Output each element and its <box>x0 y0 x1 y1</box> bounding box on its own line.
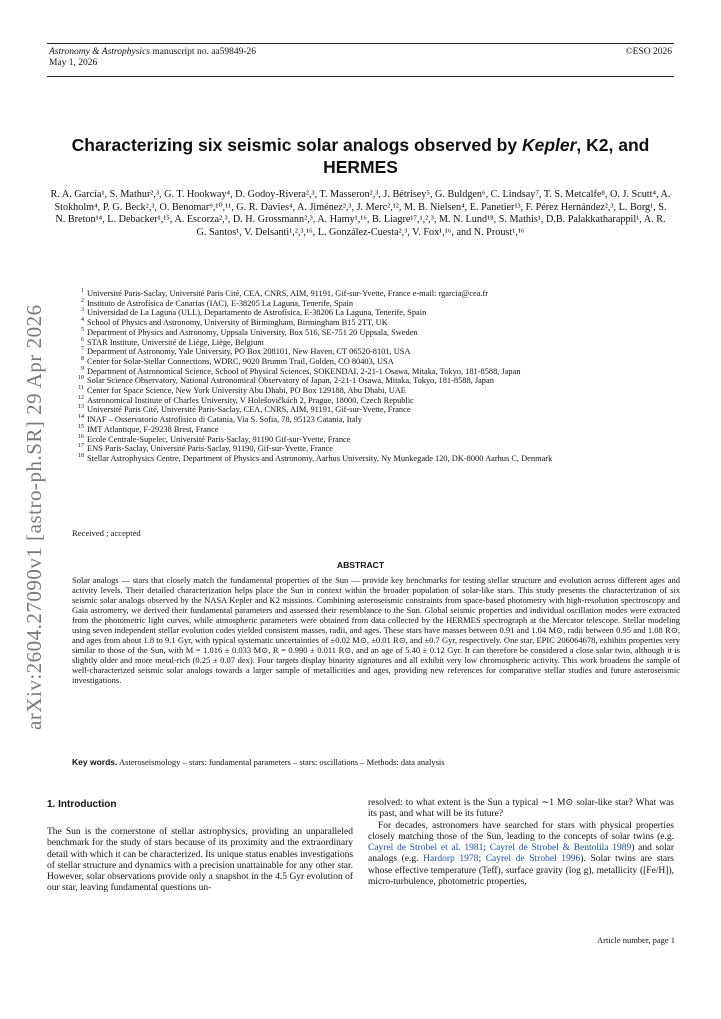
intro-paragraph-continued: resolved: to what extent is the Sun a typical ∼1 M⊙ solar-like star? What was its past, and what will be its future? <box>368 798 674 820</box>
keywords-label: Key words. <box>72 757 118 767</box>
affiliation-number: 12 <box>78 394 84 401</box>
abstract-text: Solar analogs — stars that closely match the fundamental properties of the Sun — provide key benchmarks for testing stellar structure and evolution across different ages and activity levels. Their detailed characterization helps place the Sun in context within the broader population of solar-like stars. This study presents the characterization of six seismic solar analogs observed by the NASA Kepler and K2 missions. Combining asteroseismic constraints from space-based photometry with high-resolution spectroscopy and Gaia astrometry, we derived their fundamental parameters and assessed their resemblance to the Sun. Global seismic properties and individual oscillation modes were extracted from the photometric light curves, while atmospheric parameters were obtained from data collected by the HERMES spectrograph at the Mercator telescope. Stellar modeling using seven independent stellar evolution codes yielded consistent masses, radii, and ages. These stars have masses between 0.91 and 1.04 M⊙, radii between 0.95 and 1.08 R⊙, and ages from about 1.8 to 9.1 Gyr, with typical systematic uncertainties of ±0.02 M⊙, ±0.01 R⊙, and ±0.7 Gyr, respectively. One star, EPIC 206064678, exhibits properties very similar to those of the Sun, with M = 1.016 ± 0.033 M⊙, R = 0.990 ± 0.011 R⊙, and an age of 5.40 ± 0.12 Gyr. It can therefore be considered a close solar twin, although it is slightly older and more metal-rich (0.25 ± 0.07 dex). Four targets display binarity signatures and all exhibit very low chromospheric activity. This work broadens the sample of well-characterized seismic solar analogs towards a larger sample of metallicities and ages, providing new references for comparative stellar studies and future asteroseismic investigations. <box>72 575 680 685</box>
affiliation-text: Instituto de Astrofísica de Canarias (IAC), E-38205 La Laguna, Tenerife, Spain <box>87 298 354 308</box>
affiliation-number: 11 <box>78 385 84 392</box>
intro-paragraph-2: For decades, astronomers have searched for stars with physical properties closely matching those of the Sun, leading to the concepts of solar twins (e.g. Cayrel de Strobel et al. 1981; Cayrel de Strobel & Bentolila 1989) and solar analogs (e.g. Hardorp 1978; Cayrel de Strobel 1996). Solar twins are stars whose effective temperature (Teff), surface gravity (log g), metallicity ([Fe/H]), micro-turbulence, photometric properties, <box>368 820 674 888</box>
affiliation-text: Department of Astronomy, Yale University, PO Box 208101, New Haven, CT 06520-8101, USA <box>87 347 411 357</box>
intro-p2-part-b: ) and solar analogs (e.g. <box>368 843 674 865</box>
citation-link[interactable]: Cayrel de Strobel 1996 <box>485 854 581 865</box>
affiliation-item <box>72 405 682 415</box>
affiliation-text: Université Paris-Saclay, Université Paris Cité, CEA, CNRS, AIM, 91191, Gif-sur-Yvette, France e-mail: rgarcia@cea.fr <box>87 289 489 298</box>
affiliation-item <box>72 367 682 377</box>
title-pre: Characterizing six seismic solar analogs observed by <box>71 135 522 155</box>
affiliation-text: ENS Paris-Saclay, Université Paris-Saclay, 91190, Gif-sur-Yvette, France <box>87 444 333 454</box>
affiliation-item <box>72 435 682 445</box>
affiliation-number: 18 <box>78 452 84 459</box>
affiliation-list <box>72 289 682 464</box>
affiliation-item <box>72 347 682 357</box>
affiliation-text: Department of Physics and Astronomy, Uppsala University, Box 516, SE-751 20 Uppsala, Sweden <box>87 327 418 337</box>
affiliation-item <box>72 308 682 318</box>
affiliation-number: 1 <box>81 288 84 294</box>
running-header <box>47 43 674 77</box>
received-line: Received ; accepted <box>72 528 141 538</box>
affiliation-text: STAR Institute, Université de Liège, Liège, Belgium <box>87 337 264 347</box>
affiliation-item <box>72 415 682 425</box>
author-list: R. A. García¹, S. Mathur²,³, G. T. Hookway⁴, D. Godoy-Rivera²,³, T. Masseron²,³, J. Bétrisey⁵, G. Buldgen⁶, C. Lindsay⁷, T. S. Metcalfe⁸, O. J. Scutt⁴, A. Stokholm⁴, P. G. Beck²,³, O. Benomar⁹,¹⁰,¹¹, G. R. Davies⁴, A. Jiménez²,³, J. Merc²,¹², M. B. Nielsen⁴, E. Panetier¹³, F. Pérez Hernández²,³, L. Borg¹, S. N. Breton¹⁴, L. Debacker¹,¹⁵, A. Escorza²,³, D. H. Grossmann²,³, A. Hamy¹,¹⁶, B. Liagre¹⁷,¹,²,³, M. N. Lund¹⁸, S. Mathis¹, D.B. Palakkatharappil¹, A. R. G. Santos¹, V. Delsanti¹,²,³,¹⁶, L. González-Cuesta²,³, V. Fox¹,¹⁶, and N. Proust¹,¹⁶ <box>50 189 671 238</box>
affiliation-text: School of Physics and Astronomy, University of Birmingham, Birmingham B15 2TT, UK <box>87 318 388 328</box>
citation-link[interactable]: Cayrel de Strobel & Bentolila 1989 <box>489 843 632 854</box>
title-italic: Kepler <box>521 135 577 155</box>
affiliation-number: 2 <box>81 297 84 304</box>
manuscript-number: manuscript no. aa59849-26 <box>152 47 257 57</box>
affiliation-text: Solar Science Observatory, National Astronomical Observatory of Japan, 2-21-1 Osawa, Mitaka, Tokyo, 181-8588, Japan <box>87 376 494 386</box>
keywords-text: Asteroseismology – stars: fundamental parameters – stars: oscillations – Methods: data analysis <box>119 757 445 767</box>
affiliation-number: 7 <box>81 346 84 353</box>
title-post: , K2, and HERMES <box>323 135 650 177</box>
affiliation-item <box>72 318 682 328</box>
affiliation-item <box>72 386 682 396</box>
journal-name: Astronomy & Astrophysics <box>49 47 150 57</box>
abstract-heading: ABSTRACT <box>336 560 385 570</box>
affiliation-text: Astronomical Institute of Charles University, V Holešovičkách 2, Prague, 18000, Czech Republic <box>87 395 414 405</box>
intro-left-column <box>47 827 353 895</box>
page-footer: Article number, page 1 <box>596 935 675 945</box>
copyright: ©ESO 2026 <box>625 47 672 57</box>
affiliation-text: Universidad de La Laguna (ULL), Departamento de Astrofísica, E-38206 La Laguna, Tenerife, Spain <box>87 308 427 318</box>
affiliation-text: Department of Astronomical Science, School of Physical Sciences, SOKENDAI, 2-21-1 Osawa, Mitaka, Tokyo, 181-8588, Japan <box>87 366 521 376</box>
affiliation-number: 6 <box>81 336 84 343</box>
affiliation-number: 17 <box>78 443 84 450</box>
affiliation-number: 15 <box>78 423 84 430</box>
affiliation-item <box>72 376 682 386</box>
intro-right-column <box>368 798 674 888</box>
affiliation-number: 5 <box>81 326 84 333</box>
citation-link[interactable]: Hardorp 1978 <box>423 854 479 865</box>
affiliation-number: 3 <box>81 307 84 314</box>
affiliation-text: Center for Space Science, New York University Abu Dhabi, PO Box 129188, Abu Dhabi, UAE <box>87 386 406 396</box>
affiliation-number: 10 <box>78 375 84 382</box>
arxiv-identifier[interactable]: arXiv:2604.27090v1 [astro-ph.SR] 29 Apr 2026 <box>22 304 46 730</box>
affiliation-number: 13 <box>78 404 84 411</box>
affiliation-text: Ecole Centrale-Supelec, Université Paris-Saclay, 91190 Gif-sur-Yvette, France <box>87 434 351 444</box>
intro-paragraph-1: The Sun is the cornerstone of stellar astrophysics, providing an unparalleled benchmark for the study of stars because of its proximity and the extraordinary detail with which it can be characterized. Its unique status enables investigations of stellar structure and dynamics with a precision unattainable for any other star. However, solar observations provide only a snapshot in the 4.5 Gyr evolution of our star, leaving fundamental questions un- <box>47 827 354 894</box>
header-date: May 1, 2026 <box>49 58 98 68</box>
affiliation-number: 4 <box>81 317 84 324</box>
citation-link[interactable]: Cayrel de Strobel et al. 1981 <box>368 843 484 854</box>
intro-p2-part-c: ). Solar twins are stars whose effective temperature (Teff), surface gravity (log g), metallicity ([Fe/H]), micro-turbulence, photometric properties, <box>368 854 674 888</box>
affiliation-text: IMT Atlantique, F-29238 Brest, France <box>87 424 219 434</box>
affiliation-text: Center for Solar-Stellar Connections, WDRC, 9020 Brumm Trail, Golden, CO 80403, USA <box>87 356 394 366</box>
affiliation-text: INAF – Osservatorio Astrofisico di Catania, Via S. Sofia, 78, 95123 Catania, Italy <box>87 415 362 425</box>
affiliation-item <box>72 396 682 406</box>
keywords <box>72 757 680 767</box>
affiliation-text: Université Paris Cité, Université Paris-Saclay, CEA, CNRS, AIM, 91191, Gif-sur-Yvette, France <box>87 405 411 415</box>
header-left <box>49 47 256 69</box>
affiliation-item <box>72 425 682 435</box>
affiliation-number: 8 <box>81 355 84 362</box>
intro-p2-part-a: For decades, astronomers have searched for stars with physical properties closely matching those of the Sun, leading to the concepts of solar twins (e.g. <box>368 820 674 842</box>
affiliation-item <box>72 357 682 367</box>
affiliation-item <box>72 338 682 348</box>
affiliation-text: Stellar Astrophysics Centre, Department of Physics and Astronomy, Aarhus University, Ny Munkegade 120, DK-8000 Aarhus C, Denmark <box>87 453 553 463</box>
affiliation-item <box>72 299 682 309</box>
affiliation-number: 14 <box>78 414 84 421</box>
affiliation-item <box>72 454 682 464</box>
affiliation-item <box>72 328 682 338</box>
paper-title <box>47 134 674 178</box>
affiliation-number: 9 <box>81 365 84 372</box>
affiliation-item <box>72 444 682 454</box>
affiliation-number: 16 <box>78 433 84 440</box>
affiliation-item <box>72 289 682 299</box>
section-heading-introduction: 1. Introduction <box>47 799 117 810</box>
